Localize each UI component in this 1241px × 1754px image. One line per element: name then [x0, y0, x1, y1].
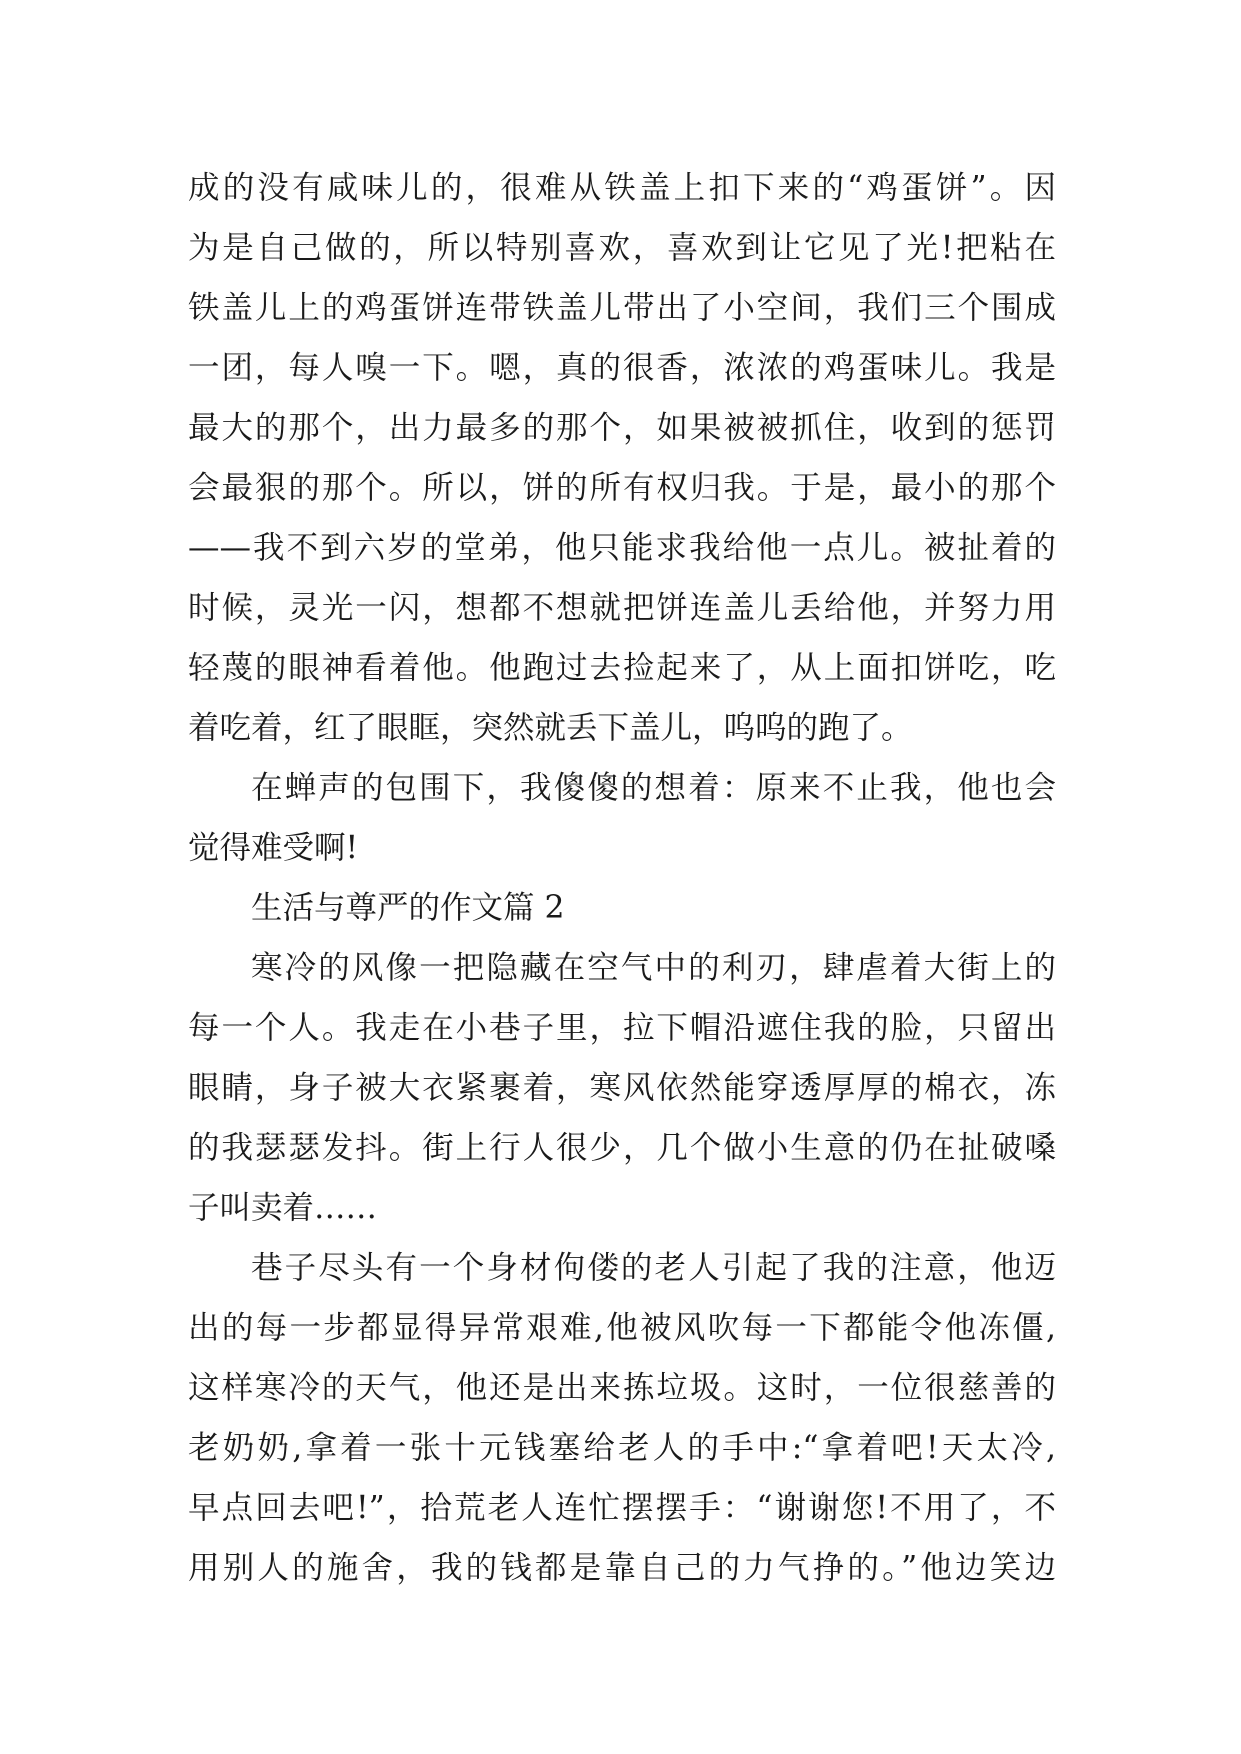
text-line: 时候，灵光一闪，想都不想就把饼连盖儿丢给他，并努力用	[188, 590, 1056, 626]
text-line: 觉得难受啊!	[188, 830, 359, 866]
section-title: 生活与尊严的作文篇 2	[251, 890, 565, 926]
text-line: 老奶奶,拿着一张十元钱塞给老人的手中:“拿着吧!天太冷,	[188, 1430, 1056, 1466]
text-line: 成的没有咸味儿的，很难从铁盖上扣下来的“鸡蛋饼”。因	[188, 170, 1056, 206]
paragraph-cold-wind	[188, 938, 1056, 1238]
text-line: 眼睛，身子被大衣紧裹着，寒风依然能穿透厚厚的棉衣，冻	[188, 1070, 1056, 1106]
paragraph-old-man	[188, 1238, 1056, 1598]
text-line: 最大的那个，出力最多的那个，如果被被抓住，收到的惩罚	[188, 410, 1056, 446]
text-line: 在蝉声的包围下，我傻傻的想着：原来不止我，他也会	[251, 770, 1056, 806]
text-line: 的我瑟瑟发抖。街上行人很少，几个做小生意的仍在扯破嗓	[188, 1130, 1056, 1166]
text-line: 铁盖儿上的鸡蛋饼连带铁盖儿带出了小空间，我们三个围成	[188, 290, 1056, 326]
text-line: 一团，每人嗅一下。嗯，真的很香，浓浓的鸡蛋味儿。我是	[188, 350, 1056, 386]
text-line: 出的每一步都显得异常艰难,他被风吹每一下都能令他冻僵,	[188, 1310, 1056, 1346]
paragraph-reflection	[188, 758, 1056, 878]
text-line: 会最狠的那个。所以，饼的所有权归我。于是，最小的那个	[188, 470, 1056, 506]
article-body	[188, 158, 1056, 1598]
text-line: 早点回去吧!”，拾荒老人连忙摆摆手：“谢谢您!不用了，不	[188, 1490, 1056, 1526]
text-line: 用别人的施舍，我的钱都是靠自己的力气挣的。”他边笑边	[188, 1550, 1056, 1586]
text-line: ——我不到六岁的堂弟，他只能求我给他一点儿。被扯着的	[188, 530, 1056, 566]
text-line: 这样寒冷的天气，他还是出来拣垃圾。这时，一位很慈善的	[188, 1370, 1056, 1406]
section-heading	[188, 878, 1056, 938]
text-line: 为是自己做的，所以特别喜欢，喜欢到让它见了光!把粘在	[188, 230, 1056, 266]
text-line: 子叫卖着……	[188, 1190, 378, 1226]
text-line: 每一个人。我走在小巷子里，拉下帽沿遮住我的脸，只留出	[188, 1010, 1056, 1046]
paragraph-story-end	[188, 158, 1056, 758]
text-line: 着吃着，红了眼眶，突然就丢下盖儿，呜呜的跑了。	[188, 710, 913, 746]
text-line: 巷子尽头有一个身材佝偻的老人引起了我的注意，他迈	[251, 1250, 1056, 1286]
text-line: 轻蔑的眼神看着他。他跑过去捡起来了，从上面扣饼吃，吃	[188, 650, 1056, 686]
text-line: 寒冷的风像一把隐藏在空气中的利刃，肆虐着大街上的	[251, 950, 1056, 986]
